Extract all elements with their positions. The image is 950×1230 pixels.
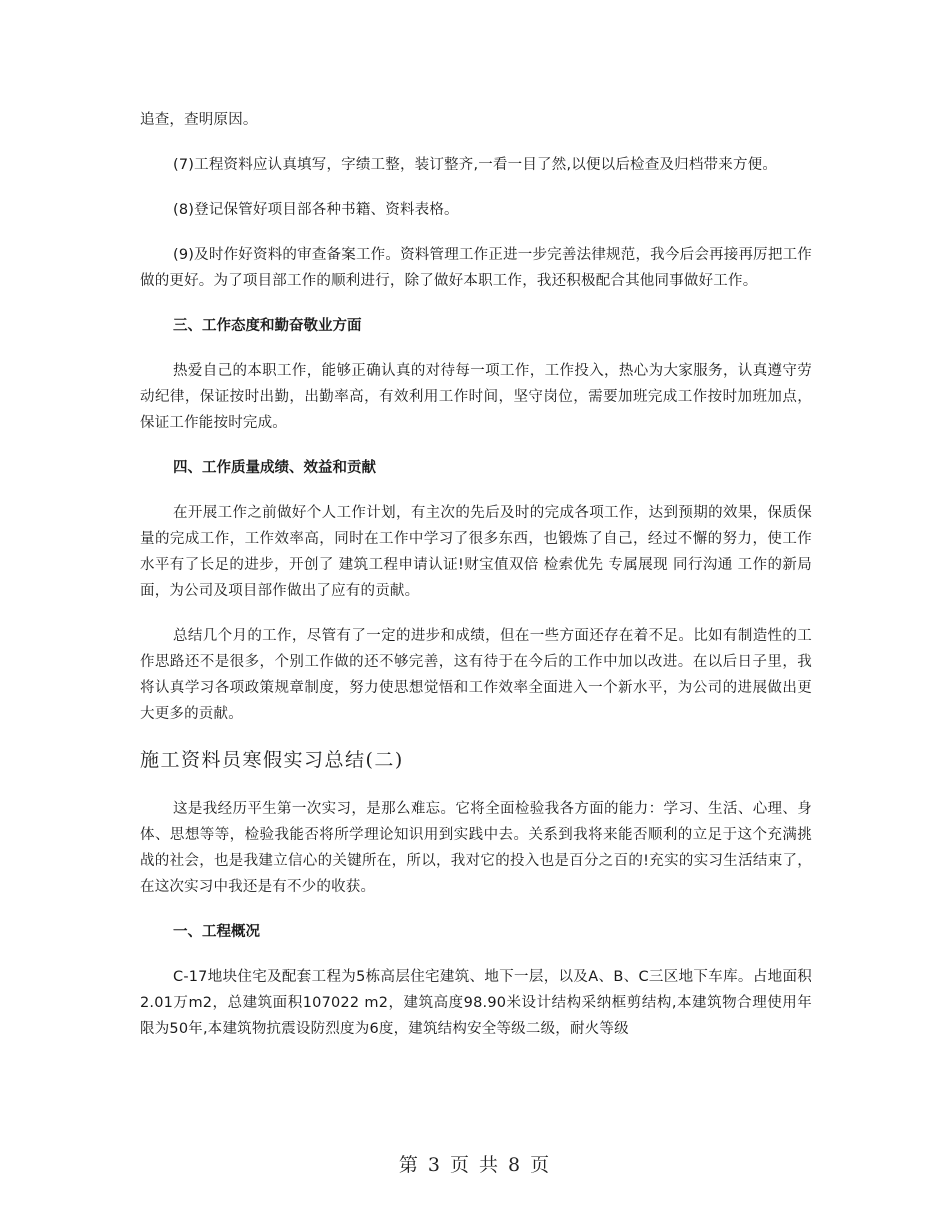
section-heading-quality: 四、工作质量成绩、效益和贡献	[173, 460, 376, 476]
paragraph-item-8: (8)登记保管好项目部各种书籍、资料表格。	[173, 202, 459, 218]
section-heading-attitude: 三、工作态度和勤奋敬业方面	[173, 318, 362, 334]
paragraph-intro: 这是我经历平生第一次实习，是那么难忘。它将全面检验我各方面的能力：学习、生活、心理、身体、思想等等，检验我能否将所学理论知识用到实践中去。关系到我将来能否顺利的立足于这个充满挑战的社会，也是我建立信心的关键所在，所以，我对它的投入也是百分之百的!充实的实习生活结束了，在这次实习中我还是有不少的收获。	[140, 801, 812, 895]
paragraph-attitude: 热爱自己的本职工作，能够正确认真的对待每一项工作，工作投入，热心为大家服务，认真遵守劳动纪律，保证按时出勤，出勤率高，有效利用工作时间，坚守岗位，需要加班完成工作按时加班加点，保证工作能按时完成。	[140, 363, 812, 431]
paragraph-item-7: (7)工程资料应认真填写，字绩工整，装订整齐,一看一目了然,以便以后检查及归档带来方便。	[173, 157, 778, 173]
paragraph-overview: C-17地块住宅及配套工程为5栋高层住宅建筑、地下一层，以及A、B、C三区地下车库。占地面积2.01万m2，总建筑面积107022 m2，建筑高度98.90米设计结构采纳框剪结构,本建筑物合理使用年限为50年,本建筑物抗震设防烈度为6度，建筑结构安全等级二级，耐火等级	[140, 969, 812, 1037]
paragraph-continuation: 追查，查明原因。	[140, 112, 258, 128]
document-body	[140, 107, 812, 1061]
section-heading-overview: 一、工程概况	[173, 924, 260, 940]
document-subtitle: 施工资料员寒假实习总结(二)	[140, 749, 404, 771]
paragraph-quality-2: 总结几个月的工作，尽管有了一定的进步和成绩，但在一些方面还存在着不足。比如有制造性的工作思路还不是很多，个别工作做的还不够完善，这有待于在今后的工作中加以改进。在以后日子里，我将认真学习各项政策规章制度，努力使思想觉悟和工作效率全面进入一个新水平，为公司的进展做出更大更多的贡献。	[140, 628, 812, 722]
paragraph-item-9: (9)及时作好资料的审查备案工作。资料管理工作正进一步完善法律规范，我今后会再接再厉把工作做的更好。为了项目部工作的顺利进行，除了做好本职工作，我还积极配合其他同事做好工作。	[140, 247, 812, 289]
page-number-footer: 第 3 页 共 8 页	[398, 1154, 552, 1176]
paragraph-quality-1: 在开展工作之前做好个人工作计划，有主次的先后及时的完成各项工作，达到预期的效果，保质保量的完成工作，工作效率高，同时在工作中学习了很多东西，也锻炼了自己，经过不懈的努力，使工作水平有了长足的进步，开创了 建筑工程申请认证!财宝值双倍 检索优先 专属展现 同行沟通 工作的新局面，为公司及项目部作做出了应有的贡献。	[140, 505, 812, 599]
